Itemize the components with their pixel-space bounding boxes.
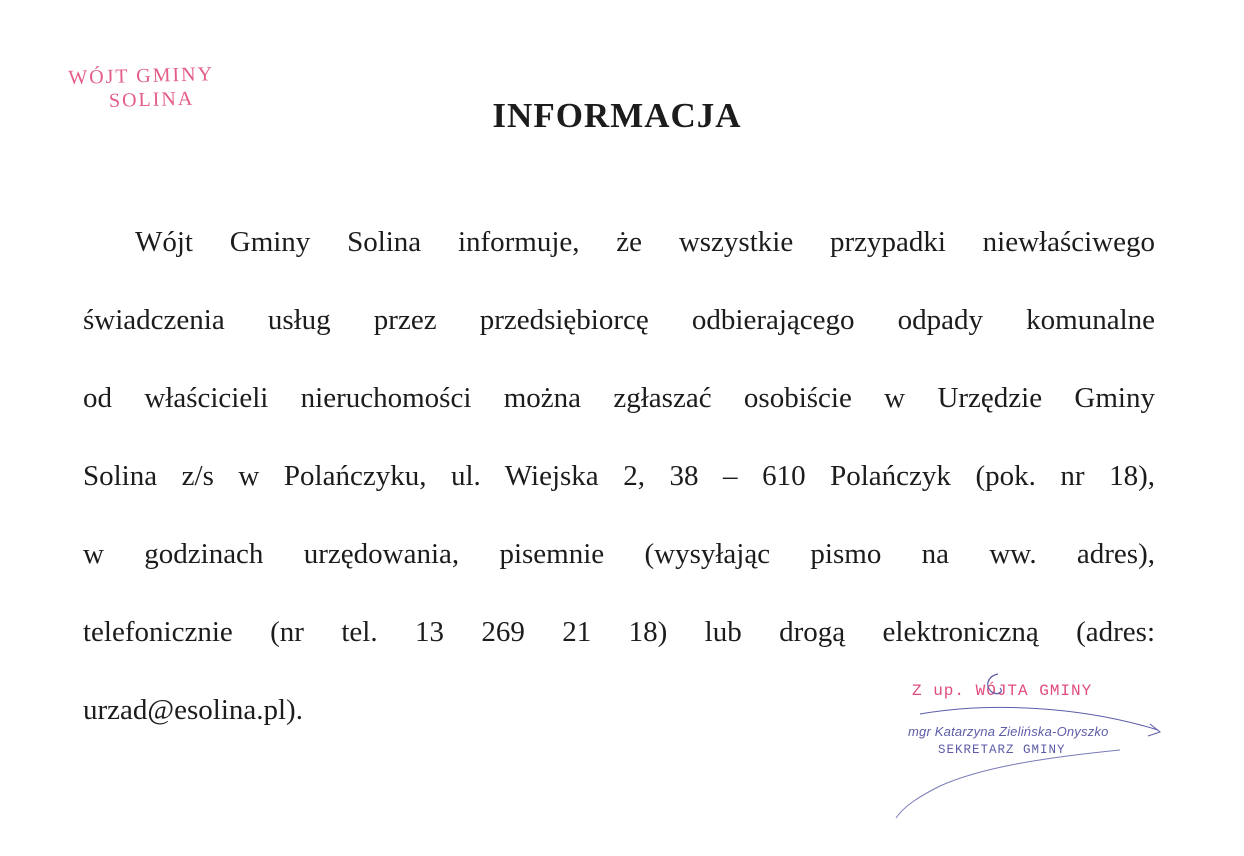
body-line-3: od właścicieli nieruchomości można zgłaszać osobiście w Urzędzie Gminy [83,382,1155,414]
authorization-stamp: Z up. WÓJTA GMINY [912,682,1093,700]
stamp-line-2: SOLINA [108,87,195,112]
body-line-6: telefonicznie (nr tel. 13 269 21 18) lub drogą elektroniczną (adres: [83,616,1155,648]
body-line-2: świadczenia usług przez przedsiębiorcę odbierającego odpady komunalne [83,304,1155,336]
document-title-wrap [0,96,1244,136]
signatory-name: mgr Katarzyna Zielińska-Onyszko [908,724,1109,739]
body-line-7: urzad@esolina.pl). [83,694,303,726]
handwritten-signature [880,668,1210,828]
document-title: INFORMACJA [492,96,742,135]
body-line-1: Wójt Gminy Solina informuje, że wszystkie przypadki niewłaściwego [135,226,1155,258]
stamp-line-1: WÓJT GMINY [68,63,215,89]
signature-block [880,668,1210,828]
signatory-role: SEKRETARZ GMINY [938,743,1066,757]
body-line-4: Solina z/s w Polańczyku, ul. Wiejska 2, 38 – 610 Polańczyk (pok. nr 18), [83,460,1155,492]
body-line-5: w godzinach urzędowania, pisemnie (wysyłając pismo na ww. adres), [83,538,1155,570]
